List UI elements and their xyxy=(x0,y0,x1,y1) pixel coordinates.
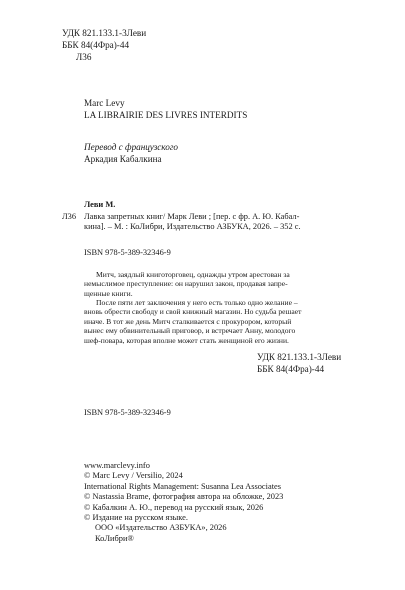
copyright-line: www.marclevy.info xyxy=(84,461,150,470)
catalog-author-heading: Леви М. xyxy=(84,200,116,209)
copyright-line: КоЛибри® xyxy=(95,533,134,543)
catalog-entry xyxy=(84,212,301,233)
bottom-isbn: ISBN 978-5-389-32346-9 xyxy=(84,408,171,417)
translator-name: Аркадия Кабалкина xyxy=(84,154,162,164)
annotation-line: После пяти лет заключения у него есть только одно желание – xyxy=(96,298,298,307)
header-shelf-code: Л36 xyxy=(76,52,92,62)
annotation-line: немыслимое преступление: он нарушил закон, продавая запре- xyxy=(84,279,288,289)
original-author: Marc Levy xyxy=(84,98,125,108)
copyright-line: © Nastassia Brame, фотография автора на обложке, 2023 xyxy=(84,492,284,502)
annotation-line: вновь обрести свободу и свой книжный магазин. Но судьба решает xyxy=(84,307,302,317)
catalog-entry-line: Лавка запретных книг/ Марк Леви ; [пер. с фр. А. Ю. Кабал- xyxy=(84,212,300,221)
catalog-isbn: ISBN 978-5-389-32346-9 xyxy=(84,248,171,257)
annotation-paragraph-1 xyxy=(84,270,290,298)
original-title: LA LIBRAIRIE DES LIVRES INTERDITS xyxy=(84,110,248,120)
footer-udk: УДК 821.133.1-3Леви xyxy=(257,352,342,362)
copyright-line: ООО «Издательство АЗБУКА», 2026 xyxy=(95,523,227,533)
copyright-line: International Rights Management: Susanna Lea Associates xyxy=(84,481,281,491)
annotation-line: шеф-повара, которая вполне может стать женщиной его жизни. xyxy=(84,335,289,345)
footer-bbk: ББК 84(4Фра)-44 xyxy=(257,364,325,374)
header-udk: УДК 821.133.1-3Леви xyxy=(62,28,147,38)
copyright-line: © Marc Levy / Versilio, 2024 xyxy=(84,471,183,481)
annotation-line: щенные книги. xyxy=(84,288,133,298)
copyright-line: © Издание на русском языке. xyxy=(84,513,188,523)
annotation-paragraph-2 xyxy=(84,298,301,345)
annotation-line: вынес ему обвинительный приговор, и встречает Анну, молодого xyxy=(84,326,296,336)
catalog-shelf-code: Л36 xyxy=(62,212,77,221)
header-bbk: ББК 84(4Фра)-44 xyxy=(62,40,130,50)
translation-note: Перевод с французского xyxy=(84,142,179,152)
annotation-line: иначе. В тот же день Митч сталкивается с прокурором, который xyxy=(84,316,292,326)
annotation-line: Митч, заядлый книготорговец, однажды утром арестован за xyxy=(96,270,290,279)
copyright-line: © Кабалкин А. Ю., перевод на русский язык, 2026 xyxy=(84,502,264,512)
catalog-entry-line: кина]. – М. : КоЛибри, Издательство АЗБУКА, 2026. – 352 с. xyxy=(84,222,301,232)
copyright-block xyxy=(84,461,283,544)
